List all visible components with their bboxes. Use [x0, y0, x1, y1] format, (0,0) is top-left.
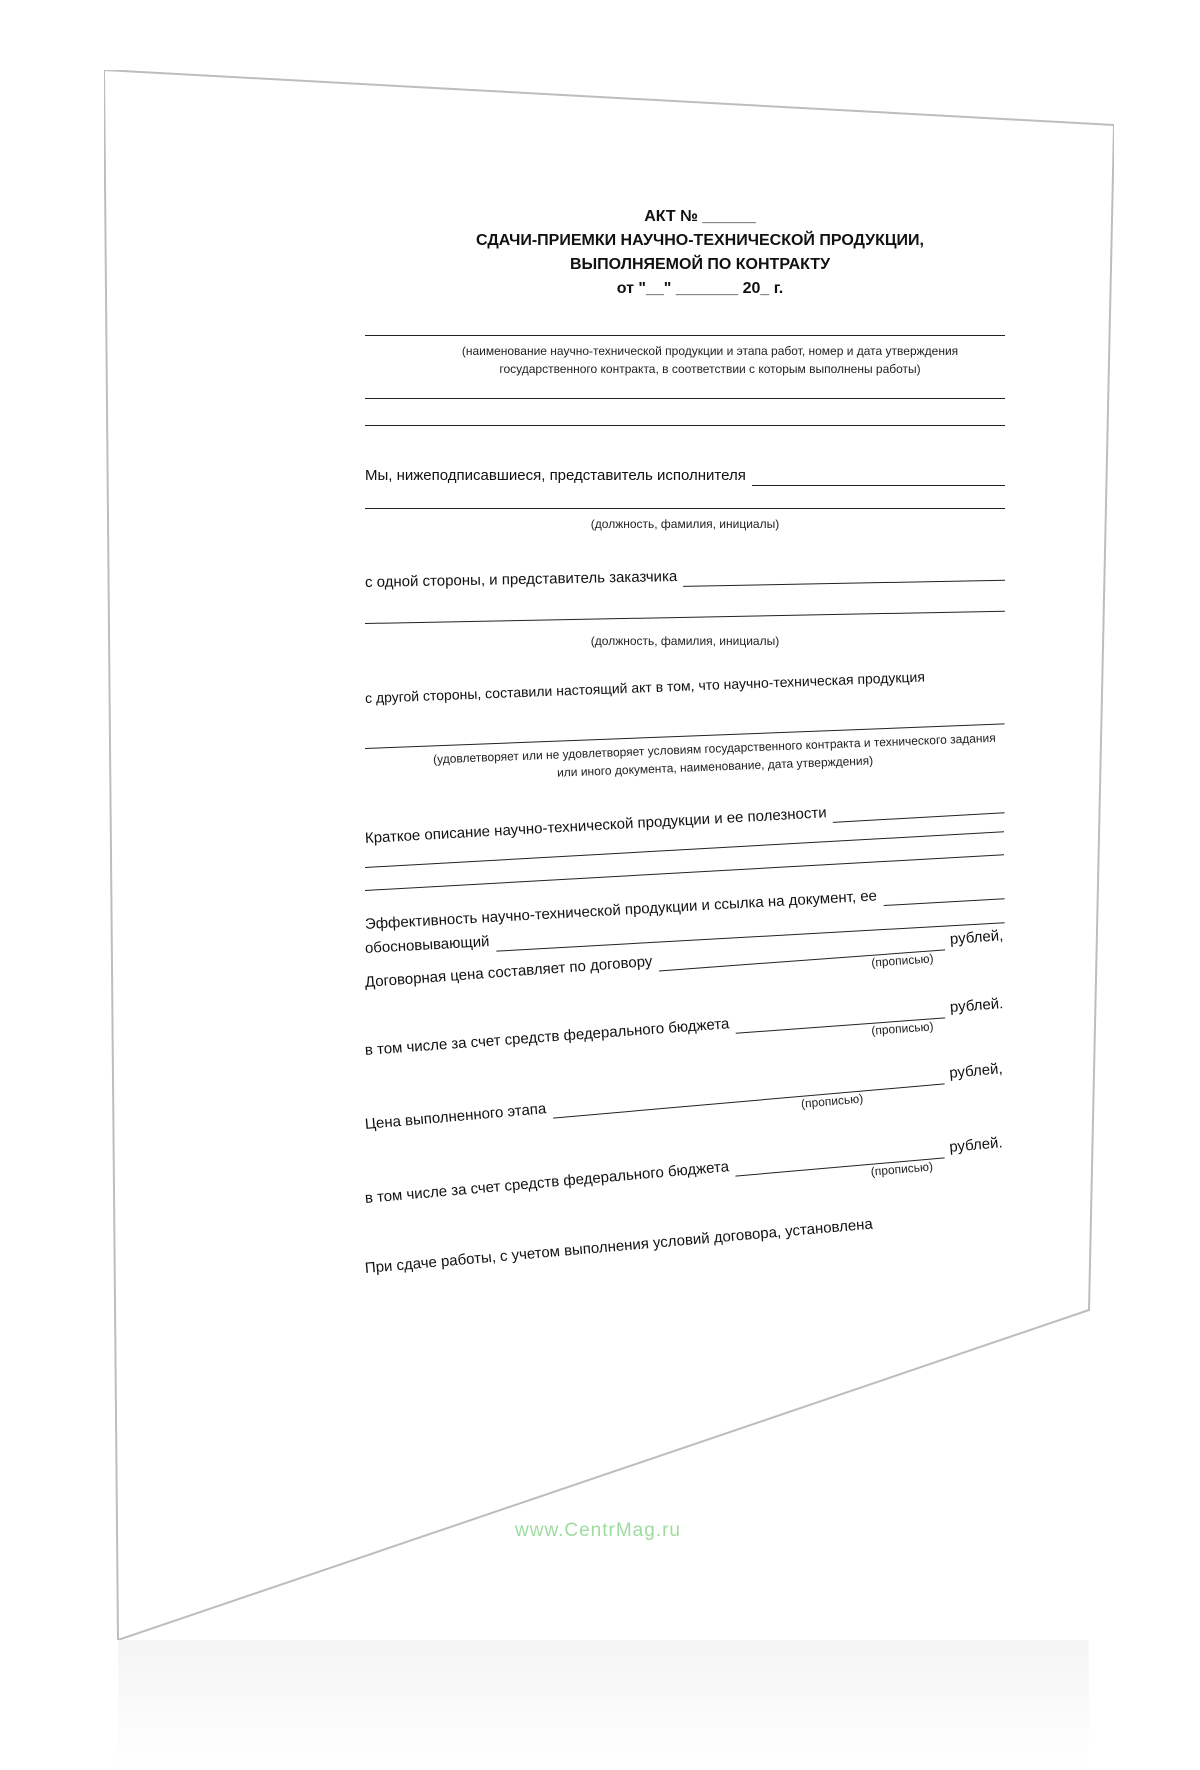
label-contract-price: Договорная цена составляет по договору — [364, 952, 653, 991]
customer-rep-field[interactable] — [683, 566, 1005, 587]
label-on-delivery: При сдаче работы, с учетом выполнения условий договора, установлена — [364, 1215, 874, 1277]
label-federal-budget-2: в том числе за счет средств федерального бюджета — [364, 1158, 730, 1207]
label-federal-budget-1: в том числе за счет средств федерального бюджета — [364, 1015, 730, 1059]
contractor-rep-line — [365, 508, 1005, 509]
caption-in-words-3: (прописью) — [800, 1091, 864, 1111]
row-contractor-rep — [365, 466, 1005, 486]
caption-in-words-1: (прописью) — [870, 951, 934, 970]
label-we-signed: Мы, нижеподписавшиеся, представитель исполнителя — [365, 467, 746, 484]
title-act-number: АКТ № ______ — [644, 208, 756, 225]
caption-position-2: (должность, фамилия, инициалы) — [590, 634, 780, 648]
caption-position-1: (должность, фамилия, инициалы) — [590, 517, 780, 531]
caption-in-words-2: (прописью) — [870, 1019, 934, 1038]
label-rubles-1: рублей, — [949, 927, 1004, 949]
document-body — [365, 205, 1005, 1279]
label-efficiency-1: Эффективность научно-технической продукции и ссылка на документ, ее — [364, 887, 878, 933]
caption-satisfies: (удовлетворяет или не удовлетворяет условиям государственного контракта и технического задания или иного документа, наименование, дата утверждения) — [432, 730, 996, 780]
label-rubles-4: рублей. — [948, 1134, 1004, 1156]
document-title — [395, 205, 1005, 301]
product-name-line — [365, 335, 1005, 336]
label-rubles-2: рублей. — [949, 995, 1004, 1017]
label-short-description: Краткое описание научно-технической продукции и ее полезности — [364, 804, 828, 847]
contractor-rep-field[interactable] — [752, 471, 1005, 486]
title-date: от "__" _______ 20_ г. — [616, 280, 784, 297]
watermark: www.CentrMag.ru — [515, 1520, 681, 1541]
caption-product: (наименование научно-технической продукции и этапа работ, номер и дата утверждения государственного контракта, в соответствии с которым выполнены работы) — [461, 344, 959, 376]
label-efficiency-2: обосновывающий — [364, 933, 490, 957]
title-heading: СДАЧИ-ПРИЕМКИ НАУЧНО-ТЕХНИЧЕСКОЙ ПРОДУКЦИИ, — [476, 232, 924, 249]
sheet-reflection — [104, 1640, 1114, 1770]
caption-in-words-4: (прописью) — [870, 1159, 934, 1179]
title-subheading: ВЫПОЛНЯЕМОЙ ПО КОНТРАКТУ — [569, 256, 831, 273]
label-rubles-3: рублей, — [948, 1060, 1004, 1082]
label-other-side: с другой стороны, составили настоящий акт в том, что научно-техническая продукция — [364, 668, 926, 706]
label-one-side: с одной стороны, и представитель заказчика — [364, 568, 678, 591]
label-stage-price: Цена выполненного этапа — [364, 1100, 547, 1133]
